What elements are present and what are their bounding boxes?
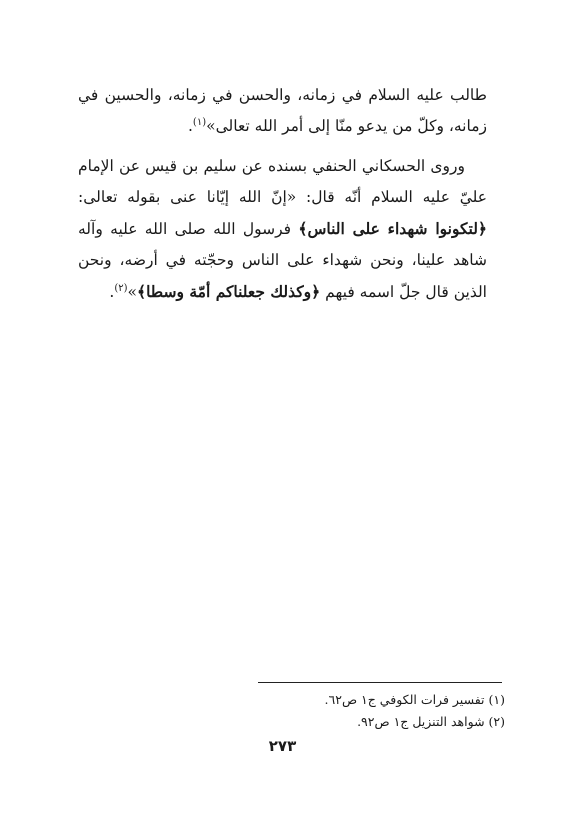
paragraph-1 (78, 80, 487, 142)
paragraph-1-text: طالب عليه السلام في زمانه، والحسن في زمانه، والحسين في زمانه، وكلّ من يدعو منّا إلى أمر الله تعالى» (78, 86, 487, 135)
footnote-1: (١) تفسير فرات الكوفي ج١ ص٦٢. (324, 692, 505, 707)
quran-verse-1: ﴿لتكونوا شهداء على الناس﴾ (298, 219, 488, 238)
paragraph-2-close: » (127, 283, 137, 301)
footnote-separator (258, 682, 502, 683)
main-text (78, 80, 487, 308)
footnotes (245, 689, 505, 733)
paragraph-2-intro: وروى الحسكاني الحنفي بسنده عن سليم بن قيس عن الإمام عليّ عليه السلام أنّه قال: «إنّ الله إيّانا عنى بقوله تعالى: (78, 157, 487, 206)
paragraph-2-end: . (109, 283, 115, 301)
page-number: ٢٧٣ (268, 737, 297, 755)
quran-verse-2: ﴿وكذلك جعلناكم أمّة وسطا﴾ (136, 282, 321, 301)
footnote-ref-2: (٢) (114, 282, 128, 294)
paragraph-2-middle: فرسول الله صلى الله عليه وآله شاهد علينا، ونحن شهداء على الناس وحجّته في أرضه، ونحن الذين قال جلّ اسمه فيهم (78, 220, 487, 301)
paragraph-2 (78, 151, 487, 308)
footnote-ref-1: (١) (192, 116, 207, 128)
footnote-2: (٢) شواهد التنزيل ج١ ص٩٢. (357, 714, 505, 729)
paragraph-1-end: . (187, 117, 193, 135)
